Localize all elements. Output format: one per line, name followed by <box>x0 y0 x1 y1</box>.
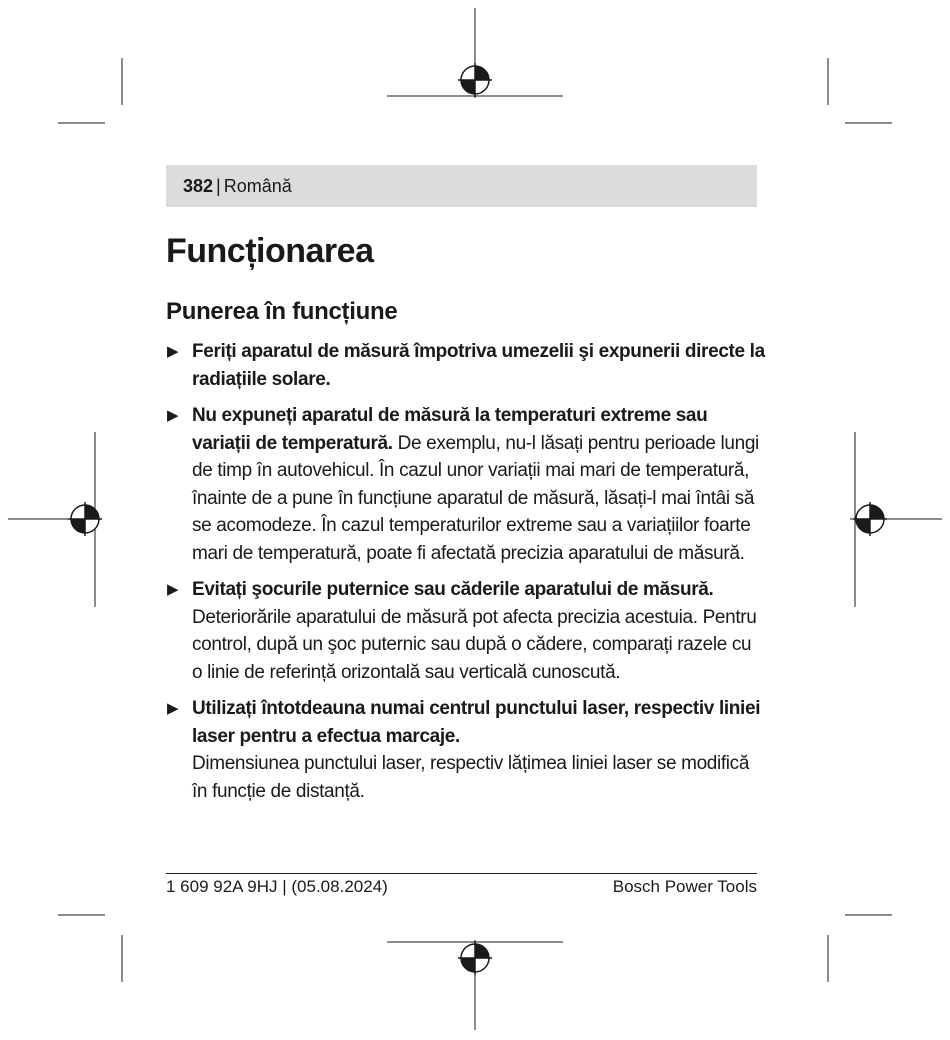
page-number: 382 <box>183 175 214 196</box>
header-separator: | <box>216 175 221 196</box>
page-footer <box>166 873 757 897</box>
page-header <box>166 165 757 207</box>
bullet-arrow-icon: ▶ <box>167 343 179 360</box>
warning-text: Feriți aparatul de măsură împotriva umezelii şi expunerii directe la radiațiile solare. <box>192 341 765 390</box>
section-title: Funcționarea <box>166 232 374 270</box>
subsection-title: Punerea în funcțiune <box>166 298 398 325</box>
registration-target-icon <box>68 502 102 536</box>
brand-name: Bosch Power Tools <box>612 877 757 896</box>
warning-text: Nu expuneți aparatul de măsură la temperaturi extreme sau variații de temperatură. <box>192 405 708 454</box>
list-item <box>166 338 766 393</box>
instruction-list <box>166 338 766 805</box>
language-label: Română <box>223 175 292 196</box>
warning-text: Utilizați întotdeauna numai centrul punctului laser, respectiv liniei laser pentru a efectua marcaje. <box>192 698 761 747</box>
registration-target-icon <box>458 63 492 97</box>
bullet-arrow-icon: ▶ <box>167 581 179 598</box>
item-text: Dimensiunea punctului laser, respectiv lățimea liniei laser se modifică în funcție de distanță. <box>192 753 750 802</box>
bullet-arrow-icon: ▶ <box>167 407 179 424</box>
warning-text: Evitați şocurile puternice sau căderile aparatului de măsură. <box>192 579 714 600</box>
bullet-arrow-icon: ▶ <box>167 700 179 717</box>
item-text: Deteriorările aparatului de măsură pot afecta precizia acestuia. Pentru control, după un şoc puternic sau după o cădere, comparați razele cu o linie de referință orizontală sau verticală cunoscută. <box>192 606 757 683</box>
list-item <box>166 402 766 567</box>
page-content <box>166 226 766 814</box>
registration-target-icon <box>458 941 492 975</box>
registration-target-icon <box>853 502 887 536</box>
list-item <box>166 695 766 805</box>
list-item <box>166 576 766 686</box>
item-text: De exemplu, nu-l lăsați pentru perioade lungi de timp în autovehicul. În cazul unor variații mai mari de temperatură, înainte de a pune în funcțiune aparatul de măsură, lăsați-l mai întâi să se acomodeze. În cazul temperaturilor extreme sau a variațiilor foarte mari de temperatură, poate fi afectată precizia aparatului de măsură. <box>192 432 759 564</box>
document-number: 1 609 92A 9HJ | (05.08.2024) <box>166 877 388 896</box>
